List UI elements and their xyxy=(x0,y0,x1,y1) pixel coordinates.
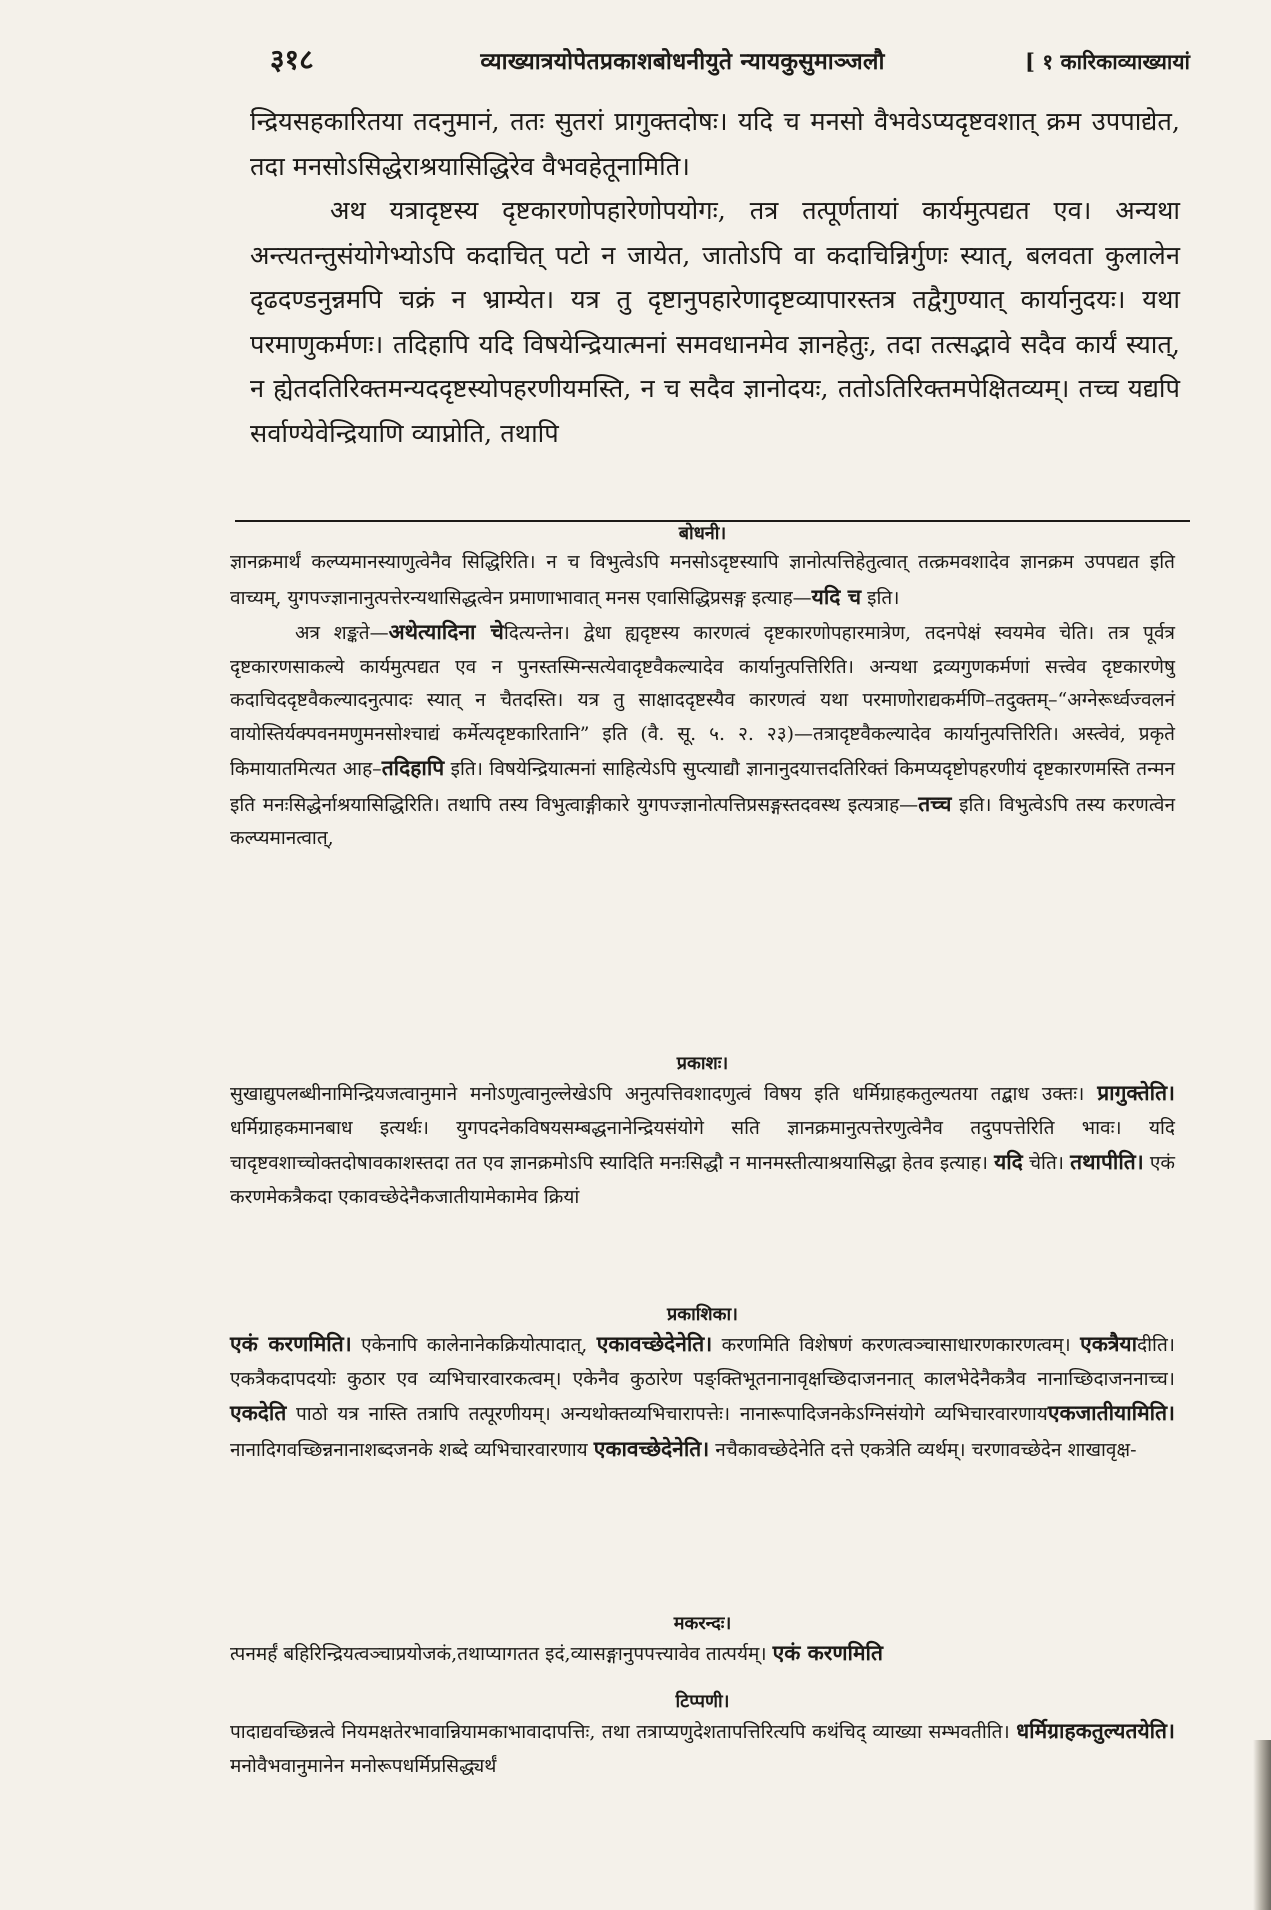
prakasha-heading: प्रकाशः। xyxy=(676,1053,729,1074)
text: नानादिगवच्छिन्ननानाशब्दजनके शब्दे व्यभिचारवारणाय xyxy=(230,1438,588,1461)
tippani-commentary xyxy=(230,1690,1175,1783)
text: नचैकावच्छेदेनेति दत्ते एकत्रेति व्यर्थम्। चरणावच्छेदेन शाखावृक्ष- xyxy=(709,1438,1137,1461)
commentary-paragraph xyxy=(230,1714,1175,1783)
prakasha-commentary xyxy=(230,1052,1175,1214)
text: ज्ञानक्रमार्थं कल्प्यमानस्याणुत्वेनैव सिद्धिरिति। न च विभुत्वेऽपि मनसोऽदृष्टस्यापि ज्ञानोत्पत्तिहेतुत्वात् तत्क्रमवशादेव ज्ञानक्रम उपपद्यत इति वाच्यम्, युगपज्ज्ञानानुत्पत्तेरन्यथासिद्धत्वेन प्रमाणाभावात् मनस एवासिद्धिप्रसङ्ग इत्याह— xyxy=(230,551,1175,609)
bold-term: यदि xyxy=(994,1149,1023,1174)
text: मनोवैभवानुमानेन मनोरूपधर्मिप्रसिद्ध्यर्थं xyxy=(230,1754,497,1777)
text: एकेनापि कालेनानेकक्रियोत्पादात्, xyxy=(351,1334,588,1356)
prakashika-heading: प्रकाशिका। xyxy=(667,1304,738,1325)
commentary-paragraph xyxy=(230,546,1175,615)
commentary-paragraph xyxy=(230,1327,1175,1467)
bold-term: धर्मिग्राहकतुल्यतयेति। xyxy=(1016,1718,1175,1743)
bold-term: तथापीति। xyxy=(1070,1149,1144,1174)
text: दीति। एकत्रैकदापदयोः कुठार एव व्यभिचारवारकत्वम्। एकेनैव कुठारेण पङ्क्तिभूतनानावृक्षच्छिदाजननात् कालभेदेनैकत्रैव नानाच्छिदाजननाच्च। xyxy=(230,1334,1175,1390)
text: इति। विभुत्वेऽपि तस्य करणत्वेन कल्प्यमानत्वात्, xyxy=(230,793,1176,849)
prakashika-commentary xyxy=(230,1303,1175,1467)
page-number: ३१८ xyxy=(270,43,314,76)
text: पादाद्यवच्छिन्नत्वे नियमक्षतेरभावान्नियामकाभावादापत्तिः, तथा तत्राप्यणुदेशतापत्तिरित्यपि कथंचिद् व्याख्या सम्भवतीति। xyxy=(230,1721,1010,1743)
bold-term: तदिहापि xyxy=(381,755,445,780)
bold-term: एकदेति xyxy=(230,1400,287,1425)
text: त्पनमर्हं बहिरिन्द्रियत्वञ्चाप्रयोजकं,तथाप्यागतत इदं,व्यासङ्गानुपपत्त्यावेव तात्पर्यम्। xyxy=(230,1643,767,1665)
text: करणमिति विशेषणं करणत्वञ्चासाधारणकारणत्वम्। xyxy=(712,1334,1071,1356)
bold-term: एकजातीयामिति। xyxy=(1047,1400,1175,1425)
bold-term: एकावच्छेदेनेति। xyxy=(596,1331,713,1356)
main-paragraph: न्द्रियसहकारितया तदनुमानं, ततः सुतरां प्रागुक्तदोषः। यदि च मनसो वैभवेऽप्यदृष्टवशात् क्रम उपपाद्येत, तदा मनसोऽसिद्धेराश्रयासिद्धिरेव वैभवहेतूनामिति। xyxy=(250,107,1180,182)
bold-term: अथेत्यादिना चे xyxy=(388,619,504,644)
bold-term: एकावच्छेदेनेति। xyxy=(593,1435,710,1461)
text: पाठो यत्र नास्ति तत्रापि तत्पूरणीयम्। अन्यथोक्तव्यभिचारापत्तेः। नानारूपादिजनकेऽग्निसंयोगे व्यभिचारवारणाय xyxy=(286,1403,1048,1425)
commentary-paragraph xyxy=(230,615,1175,856)
bold-term: यदि च xyxy=(811,583,862,609)
bold-term: प्रागुक्तेति। xyxy=(1097,1080,1175,1105)
text: सुखाद्युपलब्धीनामिन्द्रियजत्वानुमाने मनोऽणुत्वानुल्लेखेऽपि अनुत्पत्तिवशादणुत्वं विषय इति धर्मिग्राहकतुल्यतया तद्बाध उक्तः। xyxy=(230,1083,1085,1105)
commentary-paragraph xyxy=(230,1076,1175,1214)
text: धर्मिग्राहकमानबाध इत्यर्थः। युगपदनेकविषयसम्बद्धनानेन्द्रियसंयोगे सति ज्ञानक्रमानुत्पत्तेरणुत्वेनैव तदुपपत्तेरिति भावः। यदि चादृष्टवशाच्चोक्तदोषावकाशस्तदा तत एव ज्ञानक्रमोऽपि स्यादिति मनःसिद्धौ न मानमस्तीत्याश्रयासिद्धा हेतव इत्याह। xyxy=(230,1116,1175,1174)
makaranda-heading: मकरन्दः। xyxy=(673,1613,732,1634)
text: इति। विषयेन्द्रियात्मनां साहित्येऽपि सुप्त्याद्यौ ज्ञानानुदयात्तदतिरिक्तं किमप्यदृष्टोपहरणीयं दृष्टकारणमस्ति तन्मन इति मनःसिद्धेर्नाश्रयासिद्धिरिति। तथापि तस्य विभुत्वाङ्गीकारे युगपज्ज्ञानोत्पत्तिप्रसङ्गस्तदवस्थ इत्यत्राह— xyxy=(230,758,1175,816)
commentary-paragraph xyxy=(230,1636,1175,1672)
main-paragraph: अथ यत्रादृष्टस्य दृष्टकारणोपहारेणोपयोगः, तत्र तत्पूर्णतायां कार्यमुत्पद्यत एव। अन्यथा अन्त्यतन्तुसंयोगेभ्योऽपि कदाचित् पटो न जायेत, जातोऽपि वा कदाचिन्निर्गुणः स्यात्, बलवता कुलालेन दृढदण्डनुन्नमपि चक्रं न भ्राम्येत। यत्र तु दृष्टानुपहारेणादृष्टव्यापारस्तत्र तद्वैगुण्यात् कार्यानुदयः। यथा परमाणुकर्मणः। तदिहापि यदि विषयेन्द्रियात्मनां समवधानमेव ज्ञानहेतुः, तदा तत्सद्भावे सदैव कार्यं स्यात्, न ह्येतदतिरिक्तमन्यददृष्टस्योपहरणीयमस्ति, न च सदैव ज्ञानोदयः, ततोऽतिरिक्तमपेक्षितव्यम्। तच्च यद्यपि सर्वाण्येवेन्द्रियाणि व्याप्नोति, तथापि xyxy=(250,196,1180,449)
bold-term: तच्च xyxy=(918,790,952,816)
bold-term: एकत्रैया xyxy=(1080,1331,1138,1356)
bold-term: एकं करणमिति। xyxy=(230,1331,352,1356)
scan-page-edge xyxy=(1253,1740,1271,1910)
text: दित्यन्तेन। द्वेधा ह्यदृष्टस्य कारणत्वं दृष्टकारणोपहारमात्रेण, तदनपेक्षं स्वयमेव चेति। तत्र पूर्वत्र दृष्टकारणसाकल्ये कार्यमुत्पद्यत एव न पुनस्तस्मिन्सत्येवादृष्टवैकल्यादेव कार्यानुत्पत्तिरिति। अन्यथा द्रव्यगुणकर्मणां सत्त्वेव दृष्टकारणेषु कदाचिददृष्टवैकल्यादनुत्पादः स्यात् न चैतदस्ति। यत्र तु साक्षाददृष्टस्यैव कारणत्वं यथा परमाणोराद्यकर्मणि–तदुक्तम्–“अग्नेरूर्ध्वज्वलनं वायोस्तिर्यक्पवनमणुमनसोश्चाद्यं कर्मेत्यदृष्टकारितानि” इति (वै. सू. ५. २. २३)—तत्रादृष्टवैकल्यादेव कार्यानुत्पत्तिरिति। अस्त्वेवं, प्रकृते किमायातमित्यत आह– xyxy=(230,622,1175,780)
page-header xyxy=(270,40,1190,90)
text: इति। xyxy=(861,586,900,609)
bold-term: एकं करणमिति xyxy=(772,1640,883,1665)
text: अत्र शङ्कते— xyxy=(295,622,389,644)
tippani-heading: टिप्पणी। xyxy=(675,1691,730,1712)
text: एकं करणमेकत्रैकदा एकावच्छेदेनैकजातीयामेकामेव क्रियां xyxy=(230,1152,1175,1208)
text: चेति। xyxy=(1022,1152,1065,1174)
bodhani-commentary xyxy=(230,522,1175,856)
main-text xyxy=(250,100,1180,456)
makaranda-commentary xyxy=(230,1612,1175,1672)
section-reference: [ १ कारिकाव्याख्यायां xyxy=(1025,49,1190,74)
bodhani-heading: बोधनी। xyxy=(678,523,727,544)
running-title: व्याख्यात्रयोपेतप्रकाशबोधनीयुते न्यायकुसुमाञ्जलौ xyxy=(480,48,885,75)
